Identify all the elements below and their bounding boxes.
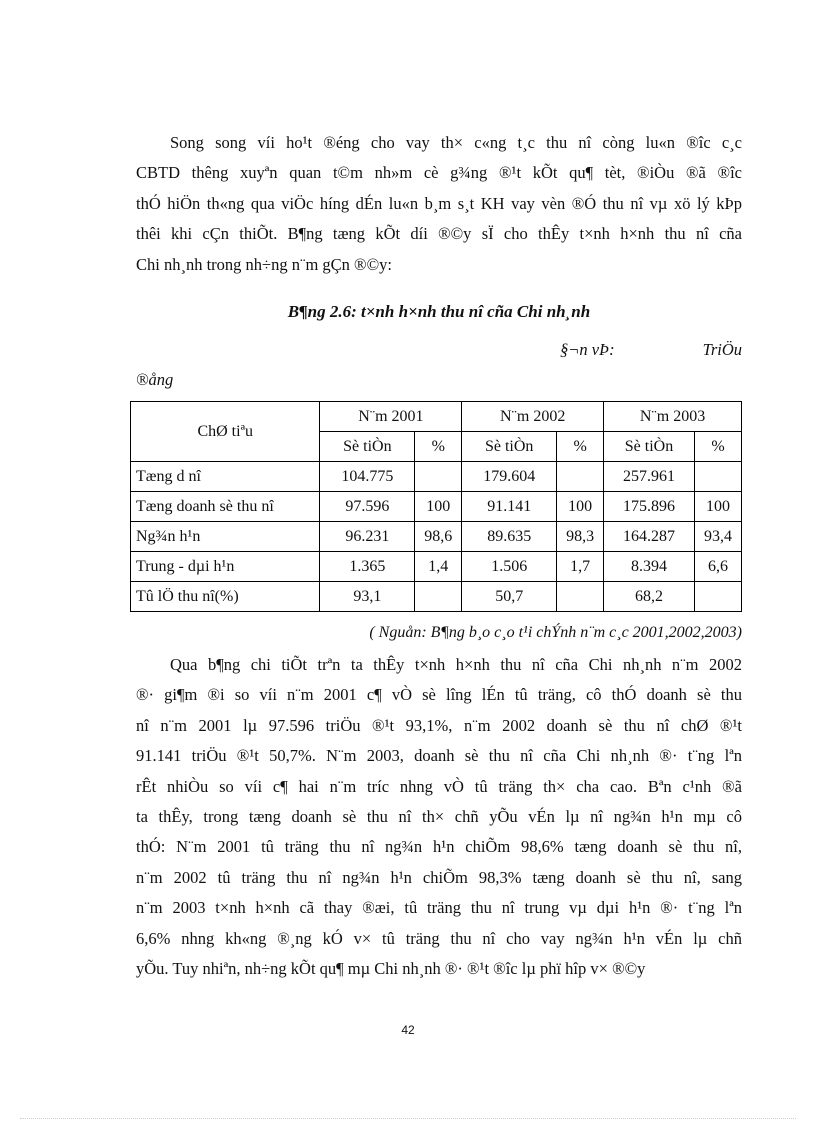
table-cell: 175.896 [604, 492, 695, 522]
table-row [131, 462, 742, 492]
table-cell: 257.961 [604, 462, 695, 492]
table-caption: B¶ng 2.6: t×nh h×nh thu nî cña Chi nh¸nh [287, 302, 591, 321]
table-cell [415, 462, 462, 492]
amount-header: Sè tiÒn [604, 432, 695, 462]
row-label: Tæng doanh sè thu nî [131, 492, 320, 522]
table-cell: 96.231 [320, 522, 415, 552]
unit-label: §¬n vÞ: [560, 340, 615, 359]
table-cell: 8.394 [604, 552, 695, 582]
indicator-header: ChØ tiªu [131, 402, 320, 462]
table-header-row [131, 402, 742, 432]
table-cell: 100 [415, 492, 462, 522]
table-cell: 68,2 [604, 582, 695, 612]
table-cell: 98,6 [415, 522, 462, 552]
paragraph-line: thêi khi cÇn thiÕt. B¶ng tæng kÕt díi ®©y sÏ cho thÊy t×nh h×nh thu nî cña [136, 224, 742, 244]
table-source-note: ( Nguån: B¶ng b¸o c¸o t¹i chÝnh n¨m c¸c 2001,2002,2003) [369, 624, 742, 641]
percent-header: % [694, 432, 741, 462]
table-cell: 91.141 [462, 492, 557, 522]
amount-header: Sè tiÒn [462, 432, 557, 462]
paragraph-line: yÕu. Tuy nhiªn, nh÷ng kÕt qu¶ mµ Chi nh¸nh ®· ®¹t ®îc lµ phï hîp v× ®©y [136, 959, 646, 979]
table-row [131, 552, 742, 582]
percent-header: % [415, 432, 462, 462]
table-cell: 93,4 [694, 522, 741, 552]
footer-divider [20, 1118, 796, 1119]
table-cell: 50,7 [462, 582, 557, 612]
row-label: Trung - dµi h¹n [131, 552, 320, 582]
paragraph-line: Chi nh¸nh trong nh÷ng n¨m gÇn ®©y: [136, 254, 392, 274]
year-header: N¨m 2003 [604, 402, 742, 432]
row-label: Tæng d nî [131, 462, 320, 492]
table-cell [557, 462, 604, 492]
paragraph-line: n¨m 2003 t×nh h×nh cã thay ®æi, tû träng thu nî trung vµ dµi h¹n ®· t¨ng lªn [136, 898, 742, 918]
table-cell: 1.506 [462, 552, 557, 582]
table-cell [557, 582, 604, 612]
unit-value: TriÖu [702, 340, 742, 359]
row-label: Tû lÖ thu nî(%) [131, 582, 320, 612]
table-cell: 179.604 [462, 462, 557, 492]
table-row [131, 522, 742, 552]
paragraph-line: CBTD thêng xuyªn quan t©m nh»m cè g¾ng ®¹t kÕt qu¶ tèt, ®iÒu ®ã ®îc [136, 163, 742, 183]
table-row [131, 582, 742, 612]
table-cell: 1,7 [557, 552, 604, 582]
paragraph-line: n¨m 2002 tû träng thu nî ng¾n h¹n chiÕm 98,3% tæng doanh sè thu nî, sang [136, 867, 742, 887]
intro-paragraph [136, 128, 742, 280]
table-row [131, 492, 742, 522]
analysis-paragraph [136, 650, 742, 984]
table-cell [694, 582, 741, 612]
page-number: 42 [401, 1023, 415, 1037]
table-cell: 104.775 [320, 462, 415, 492]
debt-collection-table [130, 401, 742, 612]
table-cell: 6,6 [694, 552, 741, 582]
paragraph-line: rÊt nhiÒu so víi c¶ hai n¨m tríc nhng vÒ tû träng th× cha cao. Bªn c¹nh ®ã [136, 776, 742, 796]
amount-header: Sè tiÒn [320, 432, 415, 462]
paragraph-line: thÓ: N¨m 2001 tû träng thu nî ng¾n h¹n chiÕm 98,6% tæng doanh sè thu nî, [136, 837, 742, 857]
table-cell [415, 582, 462, 612]
table-cell: 97.596 [320, 492, 415, 522]
paragraph-line: ta thÊy, trong tæng doanh sè thu nî th× chñ yÕu vÉn lµ nî ng¾n h¹n mµ cô [136, 807, 742, 827]
table-cell: 93,1 [320, 582, 415, 612]
table-cell: 1,4 [415, 552, 462, 582]
unit-line [560, 340, 742, 360]
table-cell: 100 [557, 492, 604, 522]
paragraph-line: 91.141 triÖu ®¹t 50,7%. N¨m 2003, doanh sè thu nî cña Chi nh¸nh ®· t¨ng lªn [136, 746, 742, 766]
unit-value-continued: ®ång [136, 370, 174, 389]
table-cell: 89.635 [462, 522, 557, 552]
year-header: N¨m 2001 [320, 402, 462, 432]
paragraph-line: nî n¨m 2001 lµ 97.596 triÖu ®¹t 93,1%, n¨m 2002 doanh sè thu nî chØ ®¹t [136, 715, 742, 735]
row-label: Ng¾n h¹n [131, 522, 320, 552]
paragraph-line: ®· gi¶m ®i so víi n¨m 2001 c¶ vÒ sè lîng lÉn tû träng, cô thÓ doanh sè thu [136, 685, 742, 705]
table-cell: 164.287 [604, 522, 695, 552]
paragraph-line: Song song víi ho¹t ®éng cho vay th× c«ng t¸c thu nî còng lu«n ®îc c¸c [170, 133, 742, 152]
paragraph-line: 6,6% nhng kh«ng ®¸ng kÓ v× tû träng thu nî cho vay ng¾n h¹n vÉn lµ chñ [136, 928, 742, 948]
percent-header: % [557, 432, 604, 462]
paragraph-line: thÓ hiÖn th«ng qua viÖc híng dÉn lu«n b¸m s¸t KH vay vèn ®Ó thu nî vµ xö lý kÞp [136, 193, 742, 213]
table-cell: 100 [694, 492, 741, 522]
table-cell: 1.365 [320, 552, 415, 582]
year-header: N¨m 2002 [462, 402, 604, 432]
paragraph-line: Qua b¶ng chi tiÕt trªn ta thÊy t×nh h×nh thu nî cña Chi nh¸nh n¨m 2002 [170, 655, 742, 674]
table-cell [694, 462, 741, 492]
table-cell: 98,3 [557, 522, 604, 552]
